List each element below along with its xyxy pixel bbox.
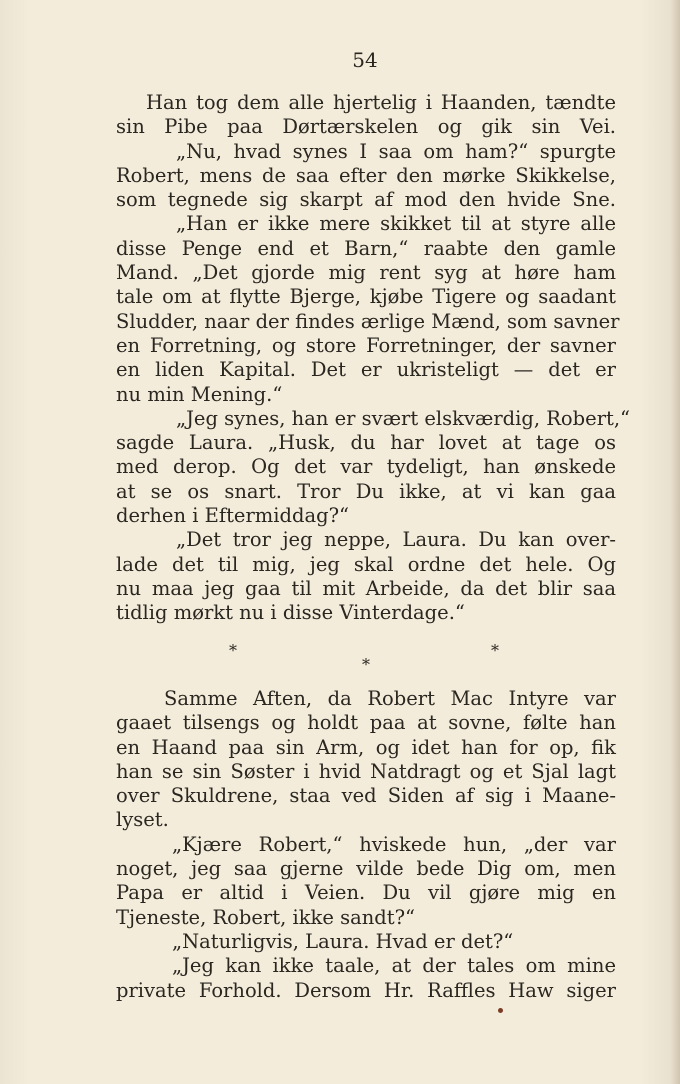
text-line: „Nu, hvad synes I saa om ham?“ spurgte (176, 139, 616, 163)
text-block-after-break (116, 687, 616, 1003)
text-line: over Skuldrene, staa ved Siden af sig i Maane- (116, 784, 616, 808)
text-line: Mand. „Det gjorde mig rent syg at høre ham (116, 261, 616, 285)
text-line: „Kjære Robert,“ hviskede hun, „der var (172, 832, 616, 856)
text-line: sin Pibe paa Dørtærskelen og gik sin Vei. (116, 115, 616, 139)
text-line: som tegnede sig skarpt af mod den hvide Sne. (116, 188, 616, 212)
text-line: „Jeg kan ikke taale, at der tales om mine (172, 954, 616, 978)
text-line: tale om at flytte Bjerge, kjøbe Tigere og saadant (116, 285, 616, 309)
text-line: Han tog dem alle hjertelig i Haanden, tændte (146, 91, 616, 114)
text-line: „Naturligvis, Laura. Hvad er det?“ (172, 929, 514, 953)
page-edge-shadow (670, 0, 680, 1084)
text-line: „Jeg synes, han er svært elskværdig, Robert,“ (176, 406, 631, 430)
text-line: lade det til mig, jeg skal ordne det hele. Og (116, 552, 616, 576)
text-line: nu min Mening.“ (116, 382, 283, 406)
text-block-before-break (116, 91, 631, 626)
text-line: Papa er altid i Veien. Du vil gjøre mig en (116, 881, 616, 905)
text-line: en Forretning, og store Forretninger, der savner (116, 333, 616, 357)
text-line: nu maa jeg gaa til mit Arbeide, da det blir saa (116, 576, 616, 600)
text-line: at se os snart. Tror Du ikke, at vi kan gaa (116, 479, 616, 503)
text-line: med derop. Og det var tydeligt, han ønskede (116, 455, 616, 479)
text-line: Tjeneste, Robert, ikke sandt?“ (116, 905, 416, 929)
text-line: Sludder, naar der findes ærlige Mænd, som savner (116, 309, 620, 333)
text-line: han se sin Søster i hvid Natdragt og et Sjal lagt (116, 759, 616, 783)
text-line: gaaet tilsengs og holdt paa at sovne, følte han (116, 711, 616, 735)
page-number: 54 (352, 48, 378, 72)
text-line: private Forhold. Dersom Hr. Raffles Haw siger (116, 978, 616, 1002)
section-break-star: * (491, 641, 499, 660)
text-line: sagde Laura. „Husk, du har lovet at tage os (116, 431, 616, 455)
section-break-star: * (362, 655, 370, 674)
text-line: en liden Kapital. Det er ukristeligt — det er (116, 358, 616, 382)
text-line: „Han er ikke mere skikket til at styre alle (176, 212, 616, 236)
text-line: Samme Aften, da Robert Mac Intyre var (164, 687, 616, 710)
text-line: „Det tror jeg neppe, Laura. Du kan over- (176, 528, 616, 552)
section-break-star: * (229, 641, 237, 660)
ink-spot (498, 1008, 503, 1013)
text-line: lyset. (116, 808, 169, 832)
text-line: noget, jeg saa gjerne vilde bede Dig om, men (116, 857, 616, 881)
text-line: en Haand paa sin Arm, og idet han for op, fik (116, 735, 616, 759)
text-line: tidlig mørkt nu i disse Vinterdage.“ (116, 601, 465, 625)
text-line: Robert, mens de saa efter den mørke Skikkelse, (116, 163, 616, 187)
text-line: derhen i Eftermiddag?“ (116, 504, 350, 528)
text-line: disse Penge end et Barn,“ raabte den gamle (116, 236, 616, 260)
